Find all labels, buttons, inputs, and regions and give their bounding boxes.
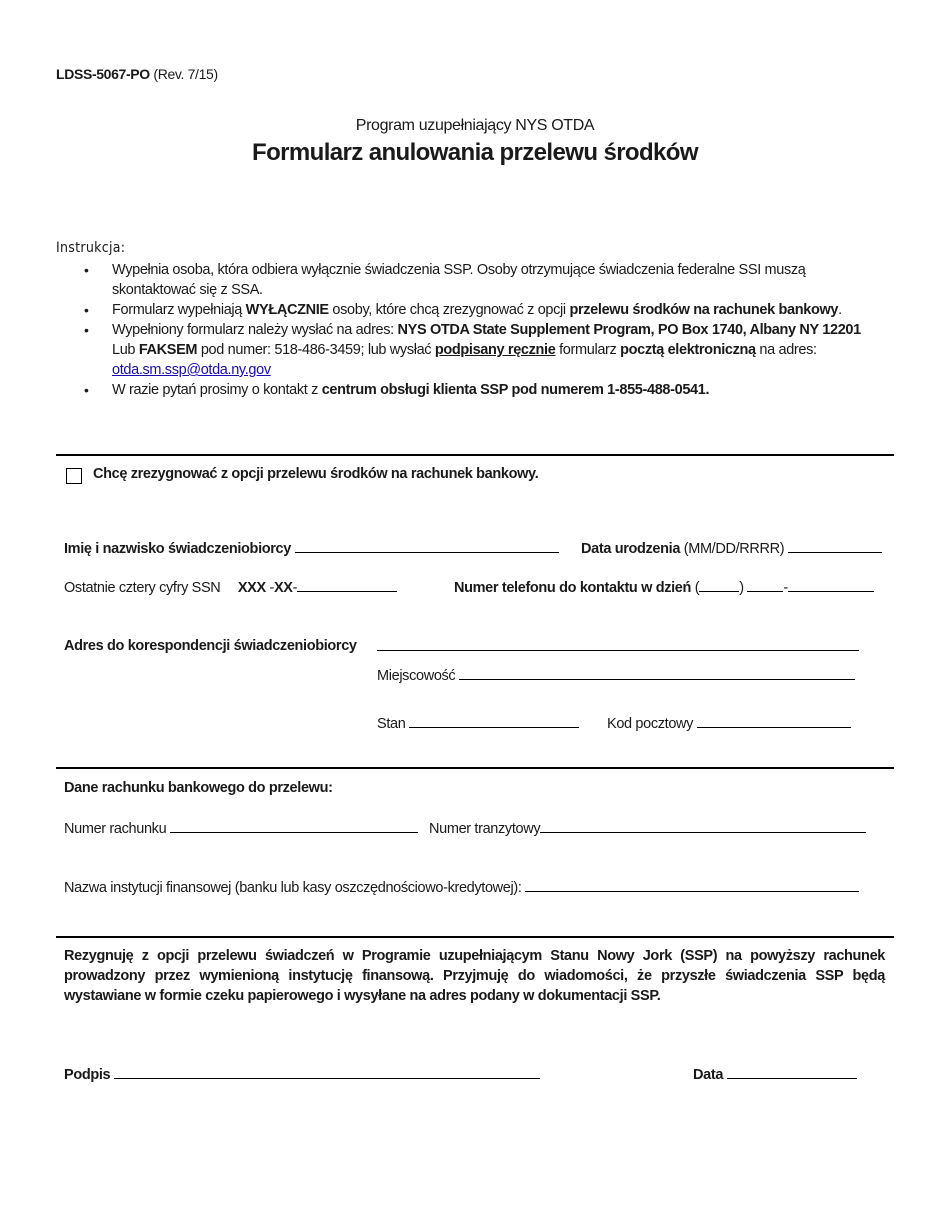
declaration-text: Rezygnuję z opcji przelewu świadczeń w Programie uzupełniającym Stanu Nowy Jork (SSP) na powyższy rachunek prowadzony przez wymienioną instytucję finansową. Przyjmuję do wiadomości, że przyszłe świadczenia SSP będą wystawiane w formie czeku papierowego i wysyłane na adres podany w dokumentacji SSP. <box>64 948 885 1004</box>
ssn-separator: - <box>269 580 274 596</box>
recipient-name-label: Imię i nazwisko świadczeniobiorcy <box>64 541 291 557</box>
instruction-emphasis: podpisany ręcznie <box>434 342 556 358</box>
zip-label: Kod pocztowy <box>607 716 694 732</box>
signature-label: Podpis <box>64 1067 111 1083</box>
page-title: Formularz anulowania przelewu środków <box>252 139 698 166</box>
section-divider <box>56 936 894 938</box>
instruction-item <box>84 260 852 300</box>
dob-label: Data urodzenia <box>581 541 681 557</box>
bank-heading <box>64 780 333 796</box>
instruction-text: osoby, które chcą zrezygnować z opcji <box>328 302 570 318</box>
form-code <box>56 66 218 82</box>
phone-paren: ( <box>694 580 700 596</box>
instructions-label: Instrukcja: <box>56 240 126 256</box>
ssn-field <box>64 579 397 596</box>
phone-line-input[interactable] <box>788 579 874 592</box>
state-field <box>377 715 579 732</box>
account-number-field <box>64 820 418 837</box>
ssn-input[interactable] <box>297 579 397 592</box>
instruction-text: na adres: <box>755 342 817 358</box>
customer-service-phone: centrum obsługi klienta SSP pod numerem 1-855-488-0541. <box>321 382 710 398</box>
instruction-text: . <box>838 302 842 318</box>
recipient-name-input[interactable] <box>295 540 559 553</box>
ssn-mask-middle: XX <box>273 580 293 596</box>
section-divider <box>56 454 894 456</box>
address-label-text: Adres do korespondencji świadczeniobiorcy <box>64 638 357 654</box>
instruction-item <box>84 380 884 400</box>
dob-format: (MM/DD/RRRR) <box>683 541 785 557</box>
transit-number-label: Numer tranzytowy <box>429 821 541 837</box>
dob-input[interactable] <box>788 540 882 553</box>
instructions-list <box>84 260 884 400</box>
instruction-emphasis: FAKSEM <box>138 342 198 358</box>
instruction-text: Wypełnia osoba, która odbiera wyłącznie świadczenia SSP. Osoby otrzymujące świadczenia federalne SSI muszą skontaktować się z SSA. <box>112 262 806 298</box>
recipient-name-field <box>64 540 559 557</box>
instruction-item <box>84 300 884 320</box>
instruction-emphasis: pocztą elektroniczną <box>620 342 756 358</box>
opt-out-label: Chcę zrezygnować z opcji przelewu środków na rachunek bankowy. <box>93 466 539 482</box>
phone-label: Numer telefonu do kontaktu w dzień <box>454 580 692 596</box>
city-input[interactable] <box>459 667 855 680</box>
date-input[interactable] <box>727 1066 857 1079</box>
state-input[interactable] <box>409 715 579 728</box>
instruction-text: Formularz wypełniają <box>112 302 246 318</box>
dob-field <box>581 540 882 557</box>
institution-input[interactable] <box>525 879 859 892</box>
institution-field <box>64 879 859 896</box>
section-divider <box>56 767 894 769</box>
account-number-input[interactable] <box>170 820 418 833</box>
ssn-separator: - <box>292 580 298 596</box>
institution-label: Nazwa instytucji finansowej (banku lub kasy oszczędnościowo-kredytowej): <box>64 880 522 896</box>
date-label: Data <box>693 1067 724 1083</box>
instruction-text: Wypełniony formularz należy wysłać na adres: <box>112 322 398 338</box>
address-field <box>377 638 859 655</box>
program-name: Program uzupełniający NYS OTDA <box>355 117 595 134</box>
instruction-text: W razie pytań prosimy o kontakt z <box>112 382 322 398</box>
zip-input[interactable] <box>697 715 851 728</box>
opt-out-checkbox[interactable] <box>66 468 82 484</box>
email-link[interactable]: otda.sm.ssp@otda.ny.gov <box>112 362 271 378</box>
transit-number-input[interactable] <box>540 820 866 833</box>
bank-heading-text: Dane rachunku bankowego do przelewu: <box>64 780 333 796</box>
fax-number: pod numer: 518-486-3459; lub wysłać <box>197 342 435 358</box>
city-field <box>377 667 855 684</box>
address-input[interactable] <box>377 638 859 651</box>
phone-dash: - <box>783 580 788 596</box>
instruction-emphasis: przelewu środków na rachunek bankowy <box>569 302 839 318</box>
mailing-address: NYS OTDA State Supplement Program, PO Box 1740, Albany NY 12201 <box>397 322 861 338</box>
ssn-mask-prefix: XXX <box>237 580 266 596</box>
state-label: Stan <box>377 716 406 732</box>
zip-field <box>607 715 851 732</box>
instruction-text: Lub <box>112 342 139 358</box>
transit-number-field <box>429 820 866 837</box>
date-field <box>693 1066 857 1083</box>
form-number: LDSS-5067-PO <box>56 66 150 82</box>
phone-paren: ) <box>739 580 744 596</box>
address-label <box>64 638 357 654</box>
signature-input[interactable] <box>114 1066 540 1079</box>
form-revision: (Rev. 7/15) <box>153 66 218 82</box>
instruction-emphasis: WYŁĄCZNIE <box>245 302 329 318</box>
signature-field <box>64 1066 540 1083</box>
phone-prefix-input[interactable] <box>747 579 783 592</box>
instruction-text: formularz <box>555 342 621 358</box>
phone-field <box>454 579 874 596</box>
account-number-label: Numer rachunku <box>64 821 167 837</box>
instruction-item <box>84 320 884 380</box>
ssn-label: Ostatnie cztery cyfry SSN <box>64 580 221 596</box>
city-label: Miejscowość <box>377 668 456 684</box>
phone-area-code-input[interactable] <box>699 579 739 592</box>
